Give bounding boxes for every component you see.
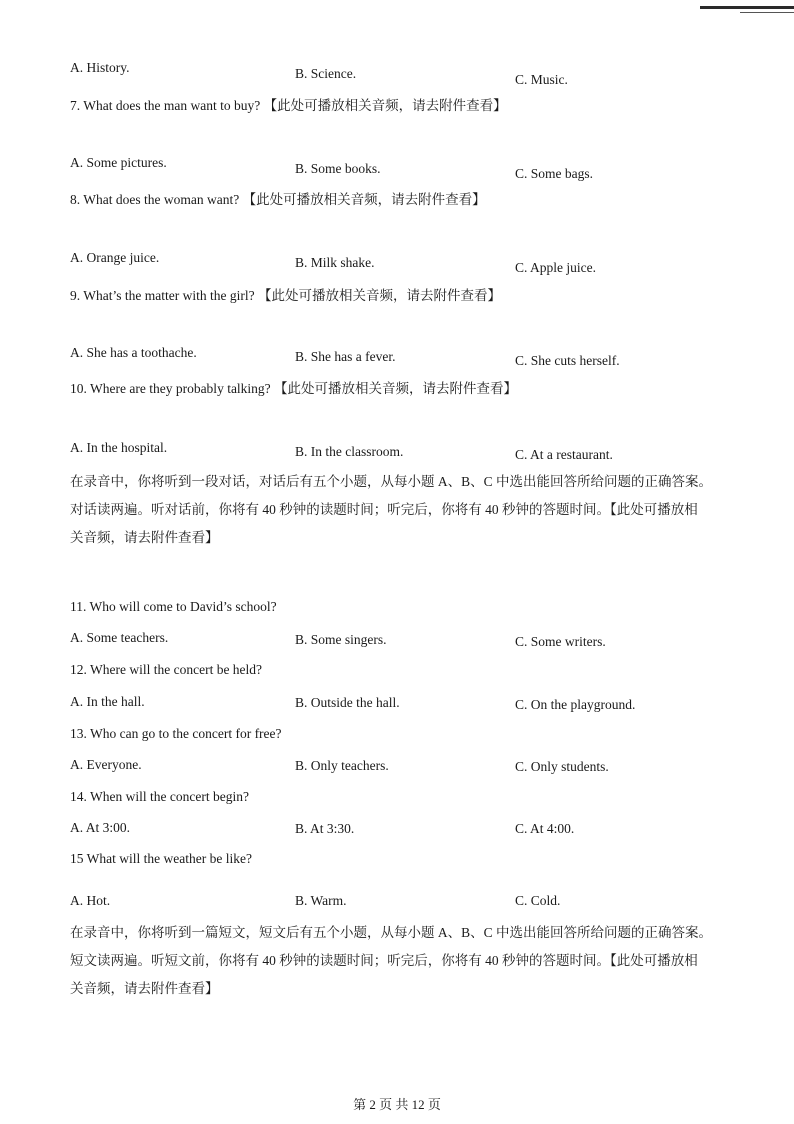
- option-a: A. In the hall.: [70, 694, 145, 709]
- option-c: C. On the playground.: [515, 697, 636, 712]
- option-b: B. Some singers.: [295, 632, 387, 647]
- instruction-line: 对话读两遍。听对话前，你将有 40 秒钟的读题时间；听完后，你将有 40 秒钟的答题时间。【此处可播放相: [70, 502, 698, 517]
- option-a: A. Some pictures.: [70, 155, 167, 170]
- question-11: 11. Who will come to David’s school?: [70, 599, 277, 614]
- option-c: C. Some bags.: [515, 166, 594, 181]
- question-15: 15 What will the weather be like?: [70, 851, 252, 866]
- option-c: C. At 4:00.: [515, 821, 575, 836]
- option-c: C. Apple juice.: [515, 260, 596, 275]
- option-c: C. Some writers.: [515, 634, 606, 649]
- question-13: 13. Who can go to the concert for free?: [70, 726, 282, 741]
- option-a: A. She has a toothache.: [70, 345, 197, 360]
- question-10: 10. Where are they probably talking? 【此处可播放相关音频，请去附件查看】: [70, 381, 518, 396]
- option-a: A. History.: [70, 60, 130, 75]
- option-b: B. Science.: [295, 66, 357, 81]
- option-b: B. Milk shake.: [295, 255, 375, 270]
- question-12: 12. Where will the concert be held?: [70, 662, 263, 677]
- page-footer: 第 2 页 共 12 页: [353, 1097, 441, 1112]
- option-b: B. Outside the hall.: [295, 695, 400, 710]
- question-8: 8. What does the woman want? 【此处可播放相关音频，请去附件查看】: [70, 192, 486, 207]
- question-9: 9. What’s the matter with the girl? 【此处可播放相关音频，请去附件查看】: [70, 288, 501, 303]
- option-a: A. Hot.: [70, 893, 111, 908]
- instruction-line: 在录音中，你将听到一段对话，对话后有五个小题，从每小题 A、B、C 中选出能回答所给问题的正确答案。: [70, 474, 713, 489]
- option-a: A. In the hospital.: [70, 440, 168, 455]
- option-b: B. Some books.: [295, 161, 381, 176]
- option-c: C. Cold.: [515, 893, 561, 908]
- option-b: B. At 3:30.: [295, 821, 355, 836]
- instruction-line: 关音频，请去附件查看】: [70, 530, 219, 545]
- option-a: A. Orange juice.: [70, 250, 160, 265]
- option-b: B. She has a fever.: [295, 349, 396, 364]
- question-7: 7. What does the man want to buy? 【此处可播放相关音频，请去附件查看】: [70, 98, 507, 113]
- instruction-line: 关音频，请去附件查看】: [70, 981, 219, 996]
- option-c: C. She cuts herself.: [515, 353, 620, 368]
- option-a: A. At 3:00.: [70, 820, 131, 835]
- option-c: C. Only students.: [515, 759, 609, 774]
- instruction-line: 在录音中，你将听到一篇短文，短文后有五个小题，从每小题 A、B、C 中选出能回答所给问题的正确答案。: [70, 925, 713, 940]
- option-a: A. Some teachers.: [70, 630, 169, 645]
- scan-edge-line: [700, 6, 794, 9]
- instruction-line: 短文读两遍。听短文前，你将有 40 秒钟的读题时间；听完后，你将有 40 秒钟的答题时间。【此处可播放相: [70, 953, 698, 968]
- question-14: 14. When will the concert begin?: [70, 789, 249, 804]
- option-c: C. At a restaurant.: [515, 447, 613, 462]
- section-instruction: [70, 468, 750, 552]
- option-b: B. In the classroom.: [295, 444, 404, 459]
- section-instruction: [70, 919, 750, 1003]
- scan-edge-line: [740, 12, 794, 13]
- option-a: A. Everyone.: [70, 757, 142, 772]
- option-c: C. Music.: [515, 72, 568, 87]
- option-b: B. Warm.: [295, 893, 347, 908]
- option-b: B. Only teachers.: [295, 758, 389, 773]
